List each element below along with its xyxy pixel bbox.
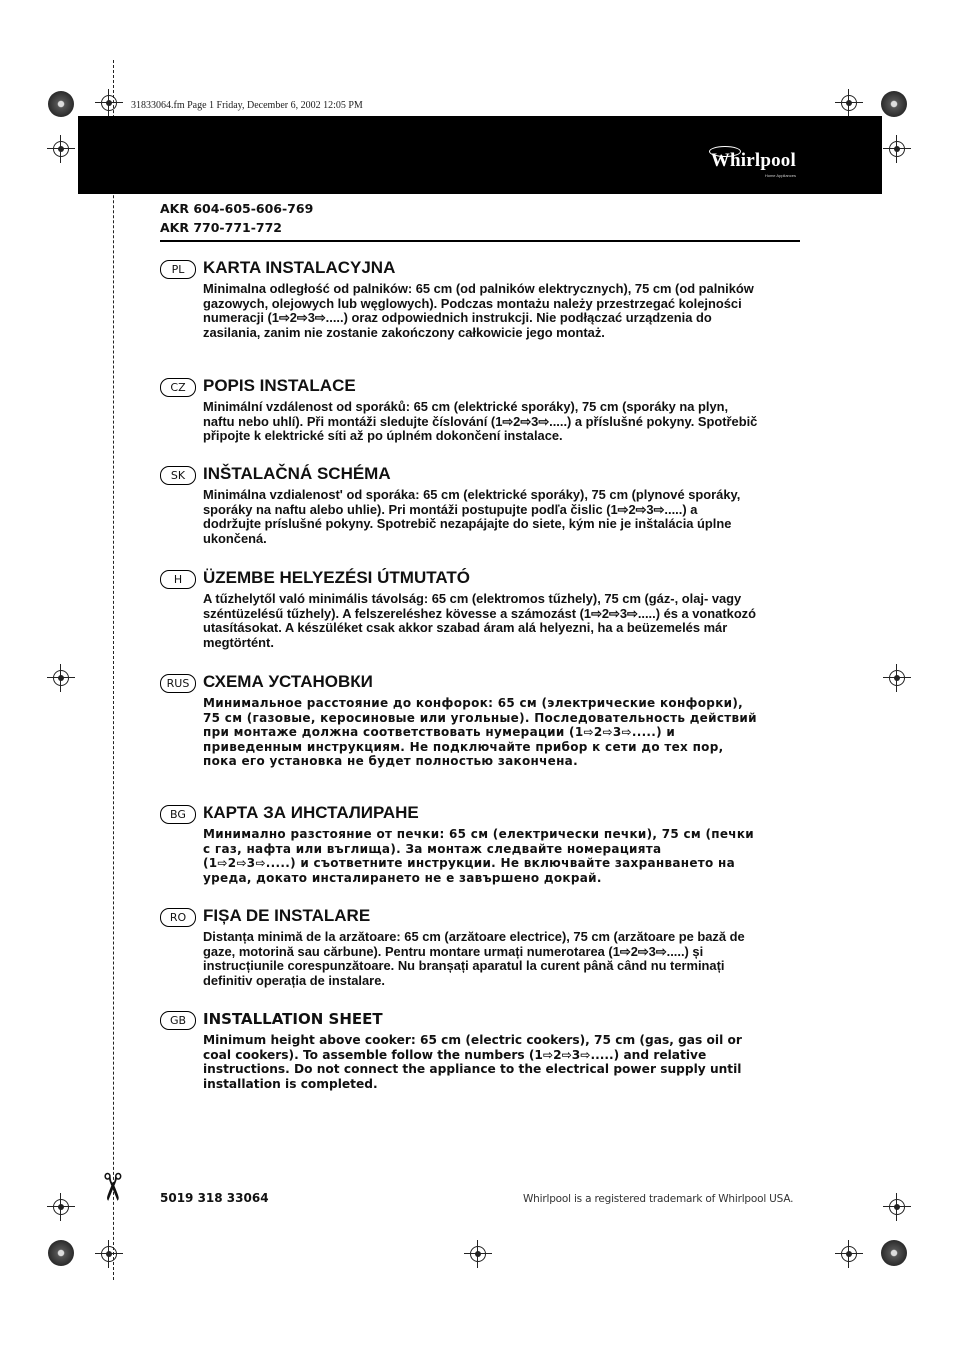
file-slug: 31833064.fm Page 1 Friday, December 6, 2002 12:05 PM <box>131 100 363 111</box>
language-badge: RO <box>160 908 196 927</box>
section-title: KARTA INSTALACYJNA <box>203 258 396 277</box>
model-line-1: AKR 604-605-606-769 <box>160 201 314 216</box>
header-rule <box>160 240 800 242</box>
trademark-notice: Whirlpool is a registered trademark of Whirlpool USA. <box>523 1193 794 1205</box>
section-body: Минимальное расстояние до конфорок: 65 см (электрические конфорки), 75 см (газовые, керосиновые или угольные). Последовательность действий при монтаже должна соответствовать нумерации (1⇨2⇨3⇨.....) и приведенным инструкциям. Не подключайте прибор к сети до тех пор, пока его установка не будет полностью закончена. <box>203 696 757 768</box>
brand-logo <box>710 150 796 178</box>
cut-guide-line <box>113 60 114 1280</box>
language-badge: PL <box>160 260 196 279</box>
language-badge: GB <box>160 1011 196 1030</box>
registration-crosshair-icon <box>883 135 911 163</box>
header-band <box>78 116 882 194</box>
scissors-icon: ✂ <box>89 1171 134 1203</box>
color-target-icon <box>48 91 74 117</box>
section-body: Minimální vzdálenost od sporáků: 65 cm (elektrické sporáky), 75 cm (sporáky na plyn, naftu nebo uhlí). Při montáži sledujte číslování (1⇨2⇨3⇨.....) a příslušné pokyny. Spotřebič připojte k elektrické síti až po úplném dokončení instalace. <box>203 399 758 443</box>
section-title: КАРТА ЗА ИНСТАЛИРАНЕ <box>203 803 419 822</box>
registration-crosshair-icon <box>835 89 863 117</box>
section-body: A tűzhelytől való minimális távolság: 65 cm (elektromos tűzhely), 75 cm (gáz-, olaj- vagy széntüzelésű tűzhely). A felszereléshez kövesse a számozást (1⇨2⇨3⇨.....) és a vonatkozó utasításokat. A készüléket csak akkor szabad áram alá helyezni, ha a beüzemelés már megtörtént. <box>203 591 757 650</box>
section-title: INŠTALAČNÁ SCHÉMA <box>203 464 391 483</box>
section-body: Minimálna vzdialenost' od sporáka: 65 cm (elektrické sporáky), 75 cm (plynové sporáky, sporáky na naftu alebo uhlie). Pri montáži postupujte podľa čislic (1⇨2⇨3⇨.....) a dodržujte príslušné pokyny. Spotrebič nezapájajte do siete, kým nie je inštalácia úplne ukončená. <box>203 487 741 546</box>
registration-crosshair-icon <box>835 1240 863 1268</box>
language-badge: CZ <box>160 378 196 397</box>
section-body: Minimalna odległość od palników: 65 cm (od palników elektrycznych), 75 cm (od palników gazowych, olejowych lub węglowych). Podczas montażu należy przestrzegać kolejności numeracji (1⇨2⇨3⇨.....) oraz odpowiednich instrukcji. Nie podłączać urządzenia do zasilania, zanim nie zostanie zakończony całkowicie jego montaż. <box>203 281 754 340</box>
model-line-2: AKR 770-771-772 <box>160 220 282 235</box>
registration-crosshair-icon <box>883 1193 911 1221</box>
section-body: Distanța minimă de la arzătoare: 65 cm (arzătoare electrice), 75 cm (arzătoare pe bază de gaze, motorină sau cărbune). Pentru montare urmați numerotarea (1⇨2⇨3⇨.....) și instrucțiunile corespunzătoare. Nu branșați aparatul la curent până când nu terminați definitiv operația de instalare. <box>203 929 745 988</box>
section-title: POPIS INSTALACE <box>203 376 356 395</box>
registration-crosshair-icon <box>47 664 75 692</box>
registration-crosshair-icon <box>47 135 75 163</box>
registration-crosshair-icon <box>464 1240 492 1268</box>
color-target-icon <box>881 91 907 117</box>
registration-crosshair-icon <box>95 89 123 117</box>
logo-swoosh-icon <box>709 146 741 157</box>
part-number: 5019 318 33064 <box>160 1191 269 1205</box>
language-badge: SK <box>160 466 196 485</box>
section-title: INSTALLATION SHEET <box>203 1010 383 1028</box>
language-badge: H <box>160 570 196 589</box>
section-title: СХЕМА УСТАНОВКИ <box>203 672 373 691</box>
color-target-icon <box>881 1240 907 1266</box>
language-badge: RUS <box>160 674 196 693</box>
registration-crosshair-icon <box>883 664 911 692</box>
brand-name: Whirlpool <box>710 150 796 171</box>
registration-crosshair-icon <box>47 1193 75 1221</box>
section-title: FIȘA DE INSTALARE <box>203 906 371 925</box>
section-body: Минимално разстояние от печки: 65 см (електрически печки), 75 см (печки с газ, нафта или въглища). За монтаж следвайте номерацията (1⇨2⇨3⇨.....) и съответните инструкции. Не включвайте захранването на уреда, докато инсталирането не е завършено докрай. <box>203 827 754 885</box>
registration-crosshair-icon <box>95 1240 123 1268</box>
section-title: ÜZEMBE HELYEZÉSI ÚTMUTATÓ <box>203 568 470 587</box>
section-body: Minimum height above cooker: 65 cm (electric cookers), 75 cm (gas, gas oil or coal cookers). To assemble follow the numbers (1⇨2⇨3⇨.....) and relative instructions. Do not connect the appliance to the electrical power supply until installation is completed. <box>203 1033 742 1091</box>
language-badge: BG <box>160 805 196 824</box>
color-target-icon <box>48 1240 74 1266</box>
brand-tagline: Home Appliances <box>764 173 796 178</box>
